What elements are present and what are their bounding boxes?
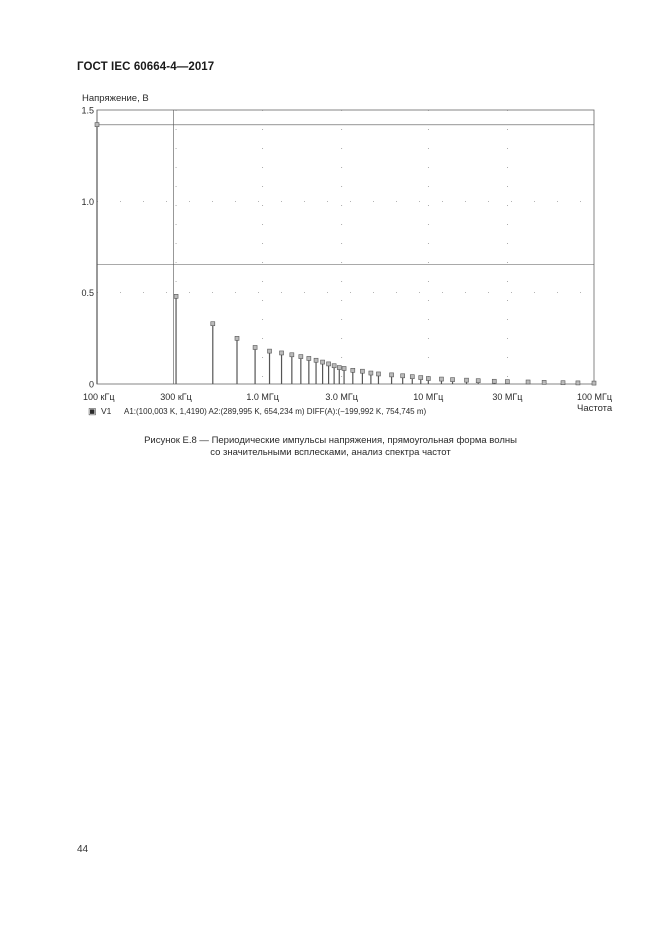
data-point	[426, 377, 430, 381]
data-point	[376, 372, 380, 376]
data-point	[332, 364, 336, 368]
data-point	[492, 379, 496, 383]
data-point	[505, 380, 509, 384]
data-point	[268, 349, 272, 353]
data-point	[351, 368, 355, 372]
document-header: ГОСТ IEC 60664-4—2017	[77, 61, 215, 73]
data-point	[592, 381, 596, 385]
x-tick-label: 3.0 МГц	[325, 392, 358, 402]
data-point	[401, 374, 405, 378]
figure-caption-line-1: Рисунок Е.8 — Периодические импульсы напряжения, прямоугольная форма волны	[144, 435, 517, 446]
x-tick-labels	[83, 392, 612, 402]
plot-frame	[97, 110, 594, 384]
data-point	[476, 379, 480, 383]
data-point	[369, 371, 373, 375]
spectrum-chart	[0, 0, 661, 430]
data-point	[410, 375, 414, 379]
data-point	[542, 380, 546, 384]
cursor-lines	[97, 110, 594, 384]
data-point	[280, 351, 284, 355]
data-point	[95, 123, 99, 127]
data-point	[174, 294, 178, 298]
x-tick-label: 30 МГц	[492, 392, 523, 402]
data-point	[321, 360, 325, 364]
data-point	[342, 366, 346, 370]
plot-grid	[97, 110, 594, 384]
data-point	[307, 356, 311, 360]
figure-caption-line-2: со значительными всплесками, анализ спектра частот	[210, 447, 451, 458]
x-tick-label: 10 МГц	[413, 392, 444, 402]
y-tick-label: 1.5	[81, 105, 94, 116]
data-point	[211, 322, 215, 326]
data-point	[327, 362, 331, 366]
data-point	[451, 378, 455, 382]
data-point	[526, 380, 530, 384]
series-v1	[95, 123, 596, 385]
legend-series-name: V1	[101, 406, 112, 416]
page-number: 44	[77, 844, 89, 855]
x-tick-label: 100 МГц	[576, 392, 612, 402]
data-point	[290, 353, 294, 357]
data-point	[314, 358, 318, 362]
data-point	[465, 378, 469, 382]
data-point	[299, 355, 303, 359]
data-point	[337, 366, 341, 370]
data-point	[419, 376, 423, 380]
y-tick-labels	[81, 106, 94, 390]
y-tick-label: 1.0	[81, 196, 94, 207]
x-tick-label: 1.0 МГц	[246, 392, 279, 402]
data-point	[439, 377, 443, 381]
data-point	[235, 336, 239, 340]
y-axis-label: Напряжение, В	[82, 93, 149, 104]
x-axis-label: Частота	[577, 403, 613, 414]
data-point	[576, 381, 580, 385]
data-point	[253, 345, 257, 349]
data-point	[360, 369, 364, 373]
data-point	[561, 381, 565, 385]
legend-symbol: ▣	[88, 406, 97, 416]
y-tick-label: 0.5	[81, 288, 94, 299]
cursor-readout: A1:(100,003 K, 1,4190) A2:(289,995 K, 654,234 m) DIFF(A):(−199,992 K, 754,745 m)	[124, 407, 427, 416]
x-tick-label: 100 кГц	[83, 392, 115, 402]
y-tick-label: 0	[88, 379, 94, 390]
x-tick-label: 300 кГц	[160, 392, 192, 402]
data-point	[390, 373, 394, 377]
